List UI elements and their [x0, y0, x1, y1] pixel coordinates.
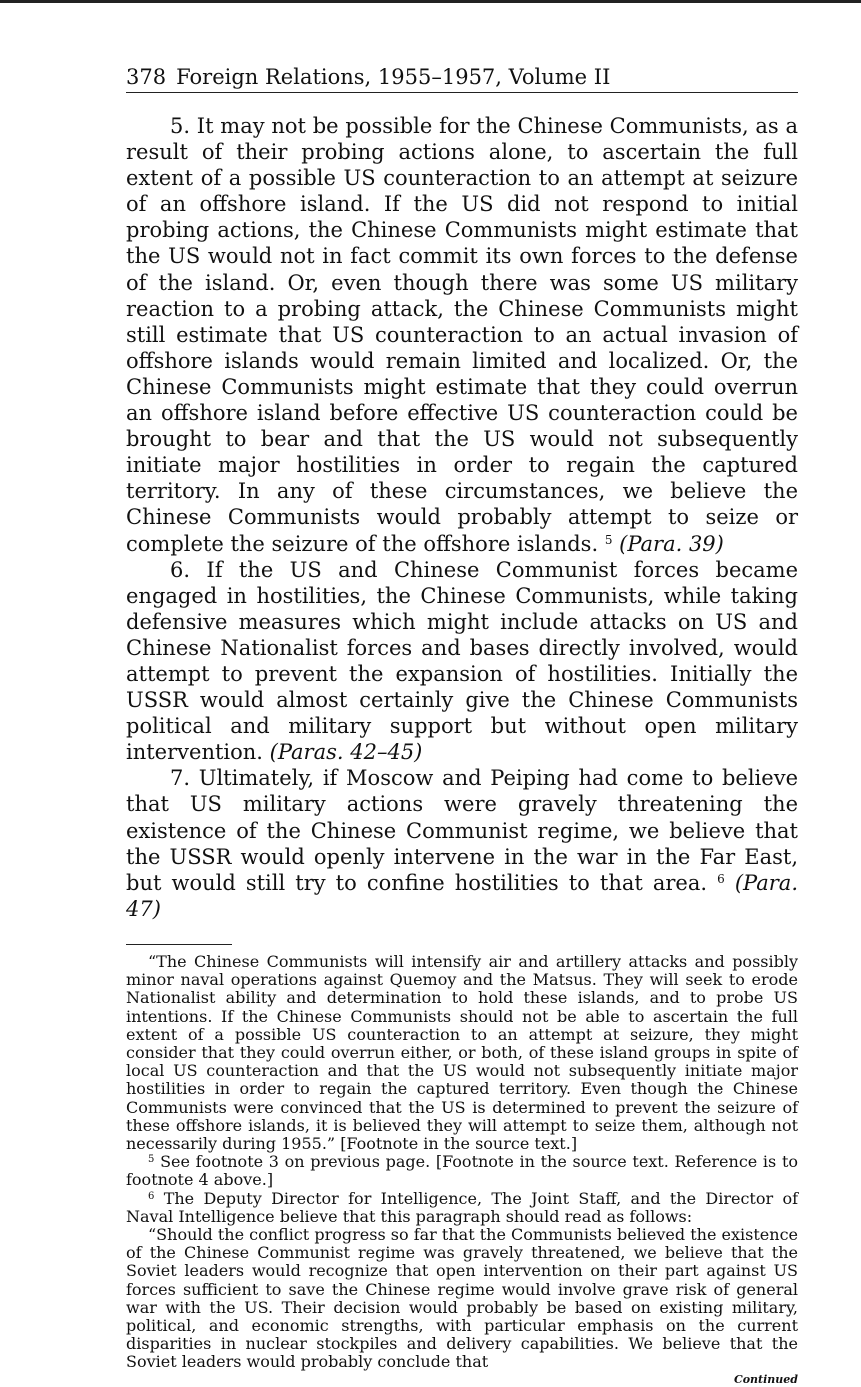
- footnote-6-quote: [126, 1226, 798, 1372]
- footnote-text: “Should the conflict progress so far that the Communists believed the existence of the Chinese Communist regime was gravely threatened, we believe that the Soviet leaders would recognize that open intervention on their part against US forces sufficient to save the Chinese regime would involve grave risk of general war with the US. Their decision would probably be based on existing military, political, and economic strengths, with particular emphasis on the current disparities in nuclear stockpiles and delivery capabilities. We believe that the Soviet leaders would probably conclude that: [126, 1224, 798, 1372]
- paragraph-6: [126, 557, 798, 766]
- para-reference: (Paras. 42–45): [269, 740, 423, 765]
- footnote-continuation: [126, 953, 798, 1153]
- body-text: [126, 113, 798, 922]
- footnotes: [126, 953, 798, 1372]
- para-reference: (Para. 39): [619, 531, 724, 556]
- footnote-6: [126, 1190, 798, 1226]
- continued-label: Continued: [733, 1372, 798, 1386]
- paragraph-text: 5. It may not be possible for the Chinese Communists, as a result of their probing actions alone, to ascertain the full extent of a possible US counteraction to an attempt at seizure of an offshore island. If the US did not respond to initial probing actions, the Chinese Communists might estimate that the US would not in fact commit its own forces to the defense of the island. Or, even though there was some US military reaction to a probing attack, the Chinese Communists might still estimate that US counteraction to an actual invasion of offshore islands would remain limited and localized. Or, the Chinese Communists might estimate that they could overrun an offshore island before effective US counteraction could be brought to bear and that the US would not subsequently initiate major hostilities in order to regain the captured territory. In any of these circumstances, we believe the Chinese Communists would probably attempt to seize or complete the seizure of the offshore islands.: [126, 114, 798, 556]
- paragraph-text: 7. Ultimately, if Moscow and Peiping had come to believe that US military actions were gravely threatening the existence of the Chinese Communist regime, we believe that the USSR would openly intervene in the war in the Far East, but would still try to confine hostilities to that area.: [126, 766, 798, 895]
- para-reference: (Para. 47): [126, 870, 798, 921]
- footnote-mark: 6: [717, 871, 725, 886]
- footnote-divider: [126, 944, 232, 945]
- footnote-text: The Deputy Director for Intelligence, The Joint Staff, and the Director of Naval Intelligence believe that this paragraph should read as follows:: [126, 1188, 799, 1226]
- page-number: 378: [126, 65, 167, 89]
- footnote-mark: 5: [604, 532, 613, 547]
- footnote-5: [126, 1153, 798, 1189]
- running-header: [126, 64, 798, 93]
- paragraph-text: 6. If the US and Chinese Communist forces became engaged in hostilities, the Chinese Communists, while taking defensive measures which might include attacks on US and Chinese Nationalist forces and bases directly involved, would attempt to prevent the expansion of hostilities. Initially the USSR would almost certainly give the Chinese Communists political and military support but without open military intervention.: [126, 557, 798, 765]
- page-top-edge: [0, 0, 861, 3]
- footnote-number: 6: [148, 1190, 155, 1202]
- footnote-number: 5: [148, 1154, 155, 1166]
- running-title: Foreign Relations, 1955–1957, Volume II: [176, 65, 611, 89]
- footnote-text: See footnote 3 on previous page. [Footnote in the source text. Reference is to footnote 4 above.]: [126, 1152, 799, 1190]
- paragraph-7: [126, 765, 798, 922]
- footnote-text: “The Chinese Communists will intensify air and artillery attacks and possibly minor naval operations against Quemoy and the Matsus. They will seek to erode Nationalist ability and determination to hold these islands, and to probe US intentions. If the Chinese Communists should not be able to ascertain the full extent of a possible US counteraction to an attempt at seizure, they might consider that they could overrun either, or both, of these island groups in spite of local US counteraction and that the US would not subsequently initiate major hostilities in order to regain the captured territory. Even though the Chinese Communists were convinced that the US is determined to prevent the seizure of these offshore islands, it is believed they will attempt to seize them, although not necessarily during 1955.” [Footnote in the source text.]: [126, 951, 798, 1153]
- paragraph-5: [126, 113, 798, 557]
- document-page: [126, 64, 798, 1387]
